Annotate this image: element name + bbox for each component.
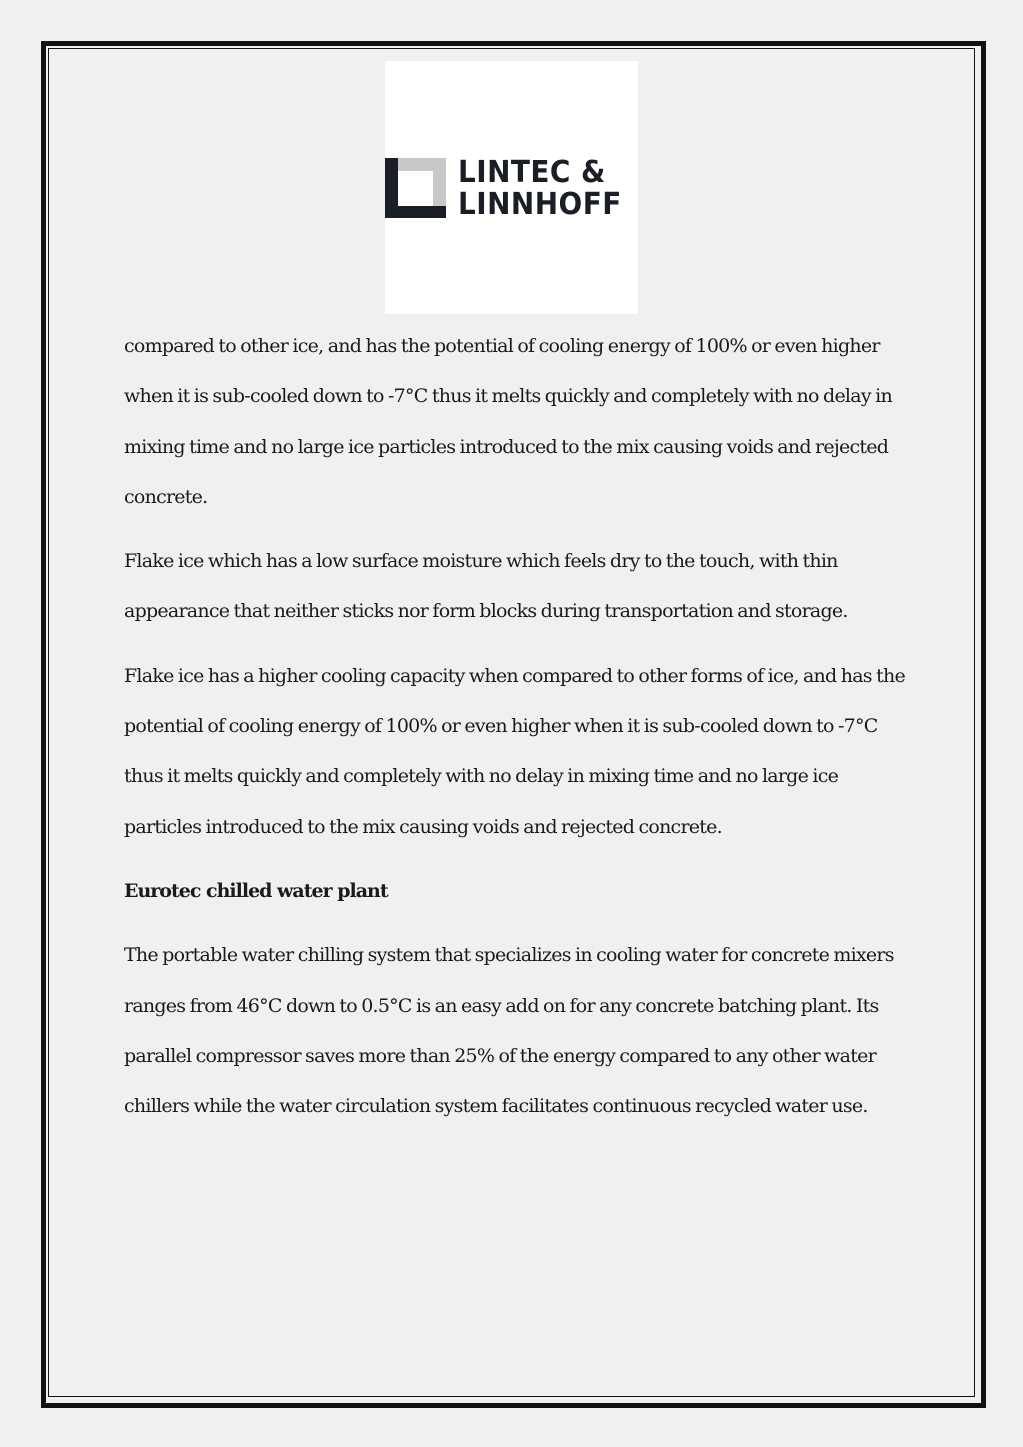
paragraph-chilled-water-plant: The portable water chilling system that specializes in cooling water for concrete mixers ranges from 46°C down to 0.5°C is an easy add on for any concrete batching plant. Its parallel compressor saves more than 25% of the energy compared to any other water chillers while the water circulation system facilitates continuous recycled water use. — [124, 944, 894, 1118]
logo-text-line2: LINNHOFF — [458, 187, 622, 222]
logo-text-line1: LINTEC & — [458, 155, 606, 190]
company-logo — [385, 61, 638, 314]
section-heading: Eurotec chilled water plant — [124, 879, 388, 902]
paragraph-continued: compared to other ice, and has the potential of cooling energy of 100% or even higher when it is sub-cooled down to -7°C thus it melts quickly and completely with no delay in mixing time and no large ice particles introduced to the mix causing voids and rejected concrete. — [124, 335, 892, 508]
paragraph-flake-ice-moisture: Flake ice which has a low surface moisture which feels dry to the touch, with thin appearance that neither sticks nor form blocks during transportation and storage. — [124, 550, 848, 623]
paragraph-flake-ice-capacity: Flake ice has a higher cooling capacity when compared to other forms of ice, and has the potential of cooling energy of 100% or even higher when it is sub-cooled down to -7°C thus it melts quickly and completely with no delay in mixing time and no large ice particles introduced to the mix causing voids and rejected concrete. — [124, 664, 905, 838]
document-body — [124, 321, 914, 1131]
